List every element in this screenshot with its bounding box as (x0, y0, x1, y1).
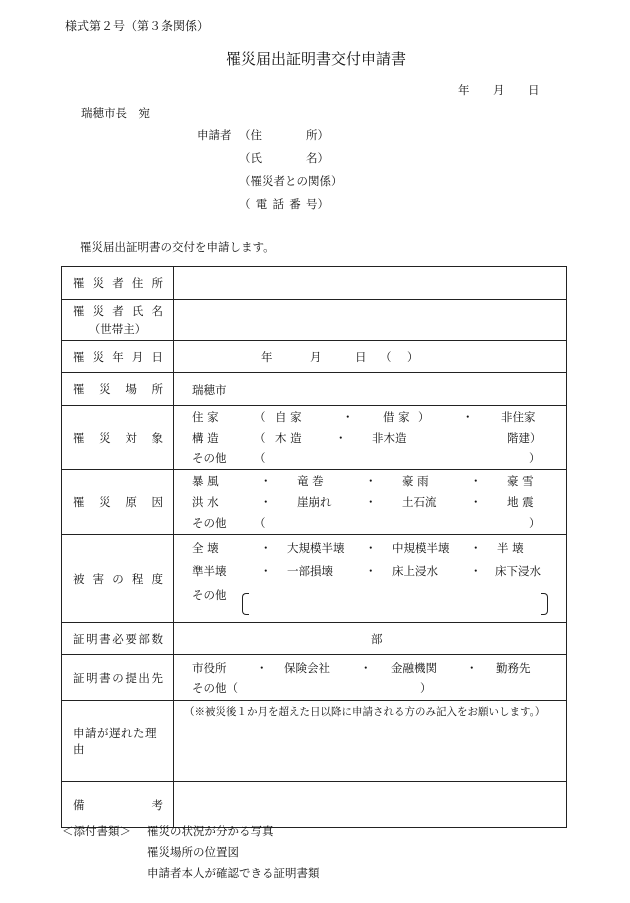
row-submit-to (62, 655, 567, 701)
label-char: 年 (112, 349, 124, 364)
label-char: の (112, 670, 124, 685)
damage-below-floor[interactable]: 床下浸水 (495, 564, 541, 578)
input-disaster-place[interactable] (174, 373, 567, 406)
label-disaster-target (62, 430, 173, 446)
label-char: 因 (151, 495, 163, 509)
label-char: 被 (73, 571, 85, 586)
label-disaster-date (62, 349, 173, 365)
label-char: 書 (99, 670, 111, 685)
damage-other-bracket-left (242, 593, 249, 615)
cause-tornado[interactable]: 竜 巻 (297, 474, 324, 488)
label-char: 災 (92, 304, 105, 318)
attachment-photo: 罹災の状況が分かる写真 (147, 824, 274, 838)
option-non-house[interactable]: 非住家 (501, 410, 536, 424)
submit-city-office[interactable]: 市役所 (192, 661, 227, 675)
applicant-relation-field[interactable]: （罹災者との関係） (239, 174, 343, 188)
label-char: 者 (112, 276, 124, 290)
damage-total-collapse[interactable]: 全 壊 (192, 541, 219, 555)
label-char: 災 (92, 276, 105, 290)
applicant-name-field[interactable]: （氏 名） (239, 151, 329, 165)
submit-employer[interactable]: 勤務先 (496, 661, 531, 675)
label-char: 罹 (73, 349, 85, 364)
target-open-paren: （ (254, 410, 266, 424)
label-char: 住 (131, 276, 144, 290)
separator-dot: ・ (260, 541, 272, 555)
label-victim-address (62, 275, 173, 291)
label-char: 備 (73, 797, 85, 812)
disaster-date-day: 日 (355, 350, 367, 364)
input-copies[interactable] (174, 623, 567, 655)
label-char: 数 (151, 631, 163, 646)
row-remarks (62, 782, 567, 828)
row-damage-degree (62, 535, 567, 623)
application-form-table (61, 266, 567, 828)
row-late-reason (62, 701, 567, 782)
label-char: 証 (73, 631, 85, 646)
label-char: 証 (73, 670, 85, 685)
label-char: 場 (125, 382, 137, 396)
disaster-date-year: 年 (261, 350, 273, 364)
target-other-label: その他 (192, 451, 227, 465)
submit-financial[interactable]: 金融機関 (391, 661, 437, 675)
date-year[interactable]: 年 (458, 83, 470, 97)
late-reason-note: （※被災後１か月を超えた日以降に申請される方のみ記入をお願いします。） (184, 706, 546, 718)
label-char: 考 (151, 797, 163, 812)
input-remarks[interactable] (174, 782, 567, 828)
label-char: 必 (112, 631, 124, 646)
input-damage-degree[interactable] (174, 535, 567, 623)
separator-dot: ・ (260, 564, 272, 578)
row-victim-name (62, 300, 567, 341)
label-late-reason: 申請が遅れた理由 (73, 726, 157, 756)
label-char: 者 (112, 304, 124, 318)
applicant-label: 申請者 (197, 128, 232, 142)
label-char: 所 (151, 382, 163, 396)
option-wooden[interactable]: 木 造 (275, 431, 302, 445)
row-disaster-place (62, 373, 567, 406)
label-char: 明 (86, 670, 98, 685)
attachment-id: 申請者本人が確認できる証明書類 (147, 866, 320, 880)
disaster-date-month: 月 (310, 350, 322, 364)
date-day[interactable]: 日 (528, 83, 540, 97)
submit-other-close: ） (420, 681, 432, 695)
label-disaster-place (62, 381, 173, 397)
label-char: 日 (151, 349, 163, 364)
disaster-place-city: 瑞穂市 (192, 383, 227, 397)
attachments-label: ＜添付書類＞ (62, 824, 131, 838)
damage-partial[interactable]: 一部損壊 (287, 564, 333, 578)
applicant-phone-field[interactable]: （ 電 話 番 号） (239, 197, 329, 211)
cause-other-close: ） (529, 516, 541, 530)
label-disaster-cause (62, 494, 173, 510)
label-char: 提 (125, 670, 137, 685)
cause-other-label: その他 (192, 516, 227, 530)
row-copies (62, 623, 567, 655)
label-char: 災 (99, 495, 111, 509)
damage-large-half[interactable]: 大規模半壊 (287, 541, 345, 555)
cause-landslide[interactable]: 崖崩れ (297, 495, 332, 509)
label-char: 月 (131, 349, 144, 364)
label-char: 所 (151, 276, 163, 290)
cause-flood[interactable]: 洪 水 (192, 495, 219, 509)
separator-dot: ・ (365, 564, 377, 578)
structure-floors[interactable]: 階建） (507, 431, 542, 445)
row-disaster-date (62, 341, 567, 373)
label-char: 災 (92, 349, 105, 364)
damage-quasi-half[interactable]: 準半壊 (192, 564, 227, 578)
label-char: 氏 (131, 304, 144, 318)
form-number: 様式第２号（第３条関係） (65, 19, 210, 33)
cause-heavy-rain[interactable]: 豪 雨 (402, 474, 429, 488)
submit-other-label: その他（ (192, 681, 238, 695)
copies-unit: 部 (371, 632, 383, 646)
label-char: 罹 (73, 382, 85, 396)
separator-dot: ・ (470, 541, 482, 555)
row-disaster-cause (62, 470, 567, 535)
damage-other-label: その他 (192, 588, 227, 602)
damage-half[interactable]: 半 壊 (497, 541, 524, 555)
weekday-paren-open: （ (380, 350, 392, 364)
separator-dot: ・ (365, 541, 377, 555)
submit-insurance[interactable]: 保険会社 (284, 661, 330, 675)
label-char: 出 (138, 670, 150, 685)
cause-heavy-snow[interactable]: 豪 雪 (507, 474, 534, 488)
label-char: 象 (151, 430, 163, 445)
target-structure-label: 構 造 (192, 431, 219, 445)
damage-medium-half[interactable]: 中規模半壊 (392, 541, 450, 555)
target-house-label: 住 家 (192, 410, 219, 424)
separator-dot: ・ (466, 661, 478, 675)
label-char: 書 (99, 631, 111, 646)
option-self-home[interactable]: 自 家 (275, 410, 302, 424)
input-disaster-date[interactable] (174, 341, 567, 373)
input-disaster-cause[interactable] (174, 470, 567, 535)
label-victim-name (62, 303, 173, 319)
cause-other-open: （ (254, 516, 266, 530)
input-victim-name[interactable] (174, 300, 567, 341)
cause-debris-flow[interactable]: 土石流 (402, 495, 437, 509)
date-month[interactable]: 月 (493, 83, 505, 97)
label-submit-to (62, 670, 173, 686)
option-non-wooden[interactable]: 非木造 (372, 431, 407, 445)
input-disaster-target[interactable] (174, 406, 567, 470)
label-char: 部 (138, 631, 150, 646)
label-char: の (112, 571, 124, 586)
label-char: 災 (99, 382, 111, 396)
form-title: 罹災届出証明書交付申請書 (226, 50, 407, 68)
label-char: 罹 (73, 430, 85, 445)
label-char: 害 (92, 571, 105, 586)
input-late-reason[interactable] (174, 701, 567, 782)
label-remarks (62, 797, 173, 813)
label-char: 災 (99, 430, 111, 445)
weekday-paren-close: ） (407, 350, 419, 364)
separator-dot: ・ (260, 495, 272, 509)
label-copies (62, 631, 173, 647)
input-submit-to[interactable] (174, 655, 567, 701)
label-char: 対 (125, 430, 137, 445)
row-victim-address (62, 267, 567, 300)
separator-dot: ・ (470, 564, 482, 578)
other-open-paren: （ (254, 451, 266, 465)
applicant-address-field[interactable]: （住 所） (239, 128, 329, 142)
other-close-paren: ） (529, 451, 541, 465)
addressee: 瑞穂市長 宛 (81, 106, 150, 120)
separator-dot: ・ (342, 410, 354, 424)
label-char: 罹 (73, 495, 85, 509)
damage-above-floor[interactable]: 床上浸水 (392, 564, 438, 578)
label-household-head: （世帯主） (88, 322, 147, 336)
separator-dot: ・ (470, 495, 482, 509)
separator-dot: ・ (256, 661, 268, 675)
separator-dot: ・ (470, 474, 482, 488)
separator-dot: ・ (335, 431, 347, 445)
separator-dot: ・ (365, 495, 377, 509)
separator-dot: ・ (360, 661, 372, 675)
label-char: 程 (131, 571, 144, 586)
label-char: 罹 (73, 304, 85, 318)
label-char: 罹 (73, 276, 85, 290)
separator-dot: ・ (365, 474, 377, 488)
attachment-map: 罹災場所の位置図 (147, 845, 239, 859)
label-char: 名 (151, 304, 163, 318)
cause-storm[interactable]: 暴 風 (192, 474, 219, 488)
request-statement: 罹災届出証明書の交付を申請します。 (80, 240, 275, 254)
option-rental[interactable]: 借 家 (383, 410, 410, 424)
target-close-paren: ） (418, 410, 430, 424)
structure-open-paren: （ (254, 431, 266, 445)
label-char: 度 (151, 571, 163, 586)
input-victim-address[interactable] (174, 267, 567, 300)
damage-other-bracket-right (541, 593, 548, 615)
row-disaster-target (62, 406, 567, 470)
label-char: 原 (125, 495, 137, 509)
label-damage-degree (62, 571, 173, 587)
separator-dot: ・ (260, 474, 272, 488)
label-char: 要 (125, 631, 137, 646)
label-char: 先 (151, 670, 163, 685)
label-char: 明 (86, 631, 98, 646)
separator-dot: ・ (462, 410, 474, 424)
cause-earthquake[interactable]: 地 震 (507, 495, 534, 509)
